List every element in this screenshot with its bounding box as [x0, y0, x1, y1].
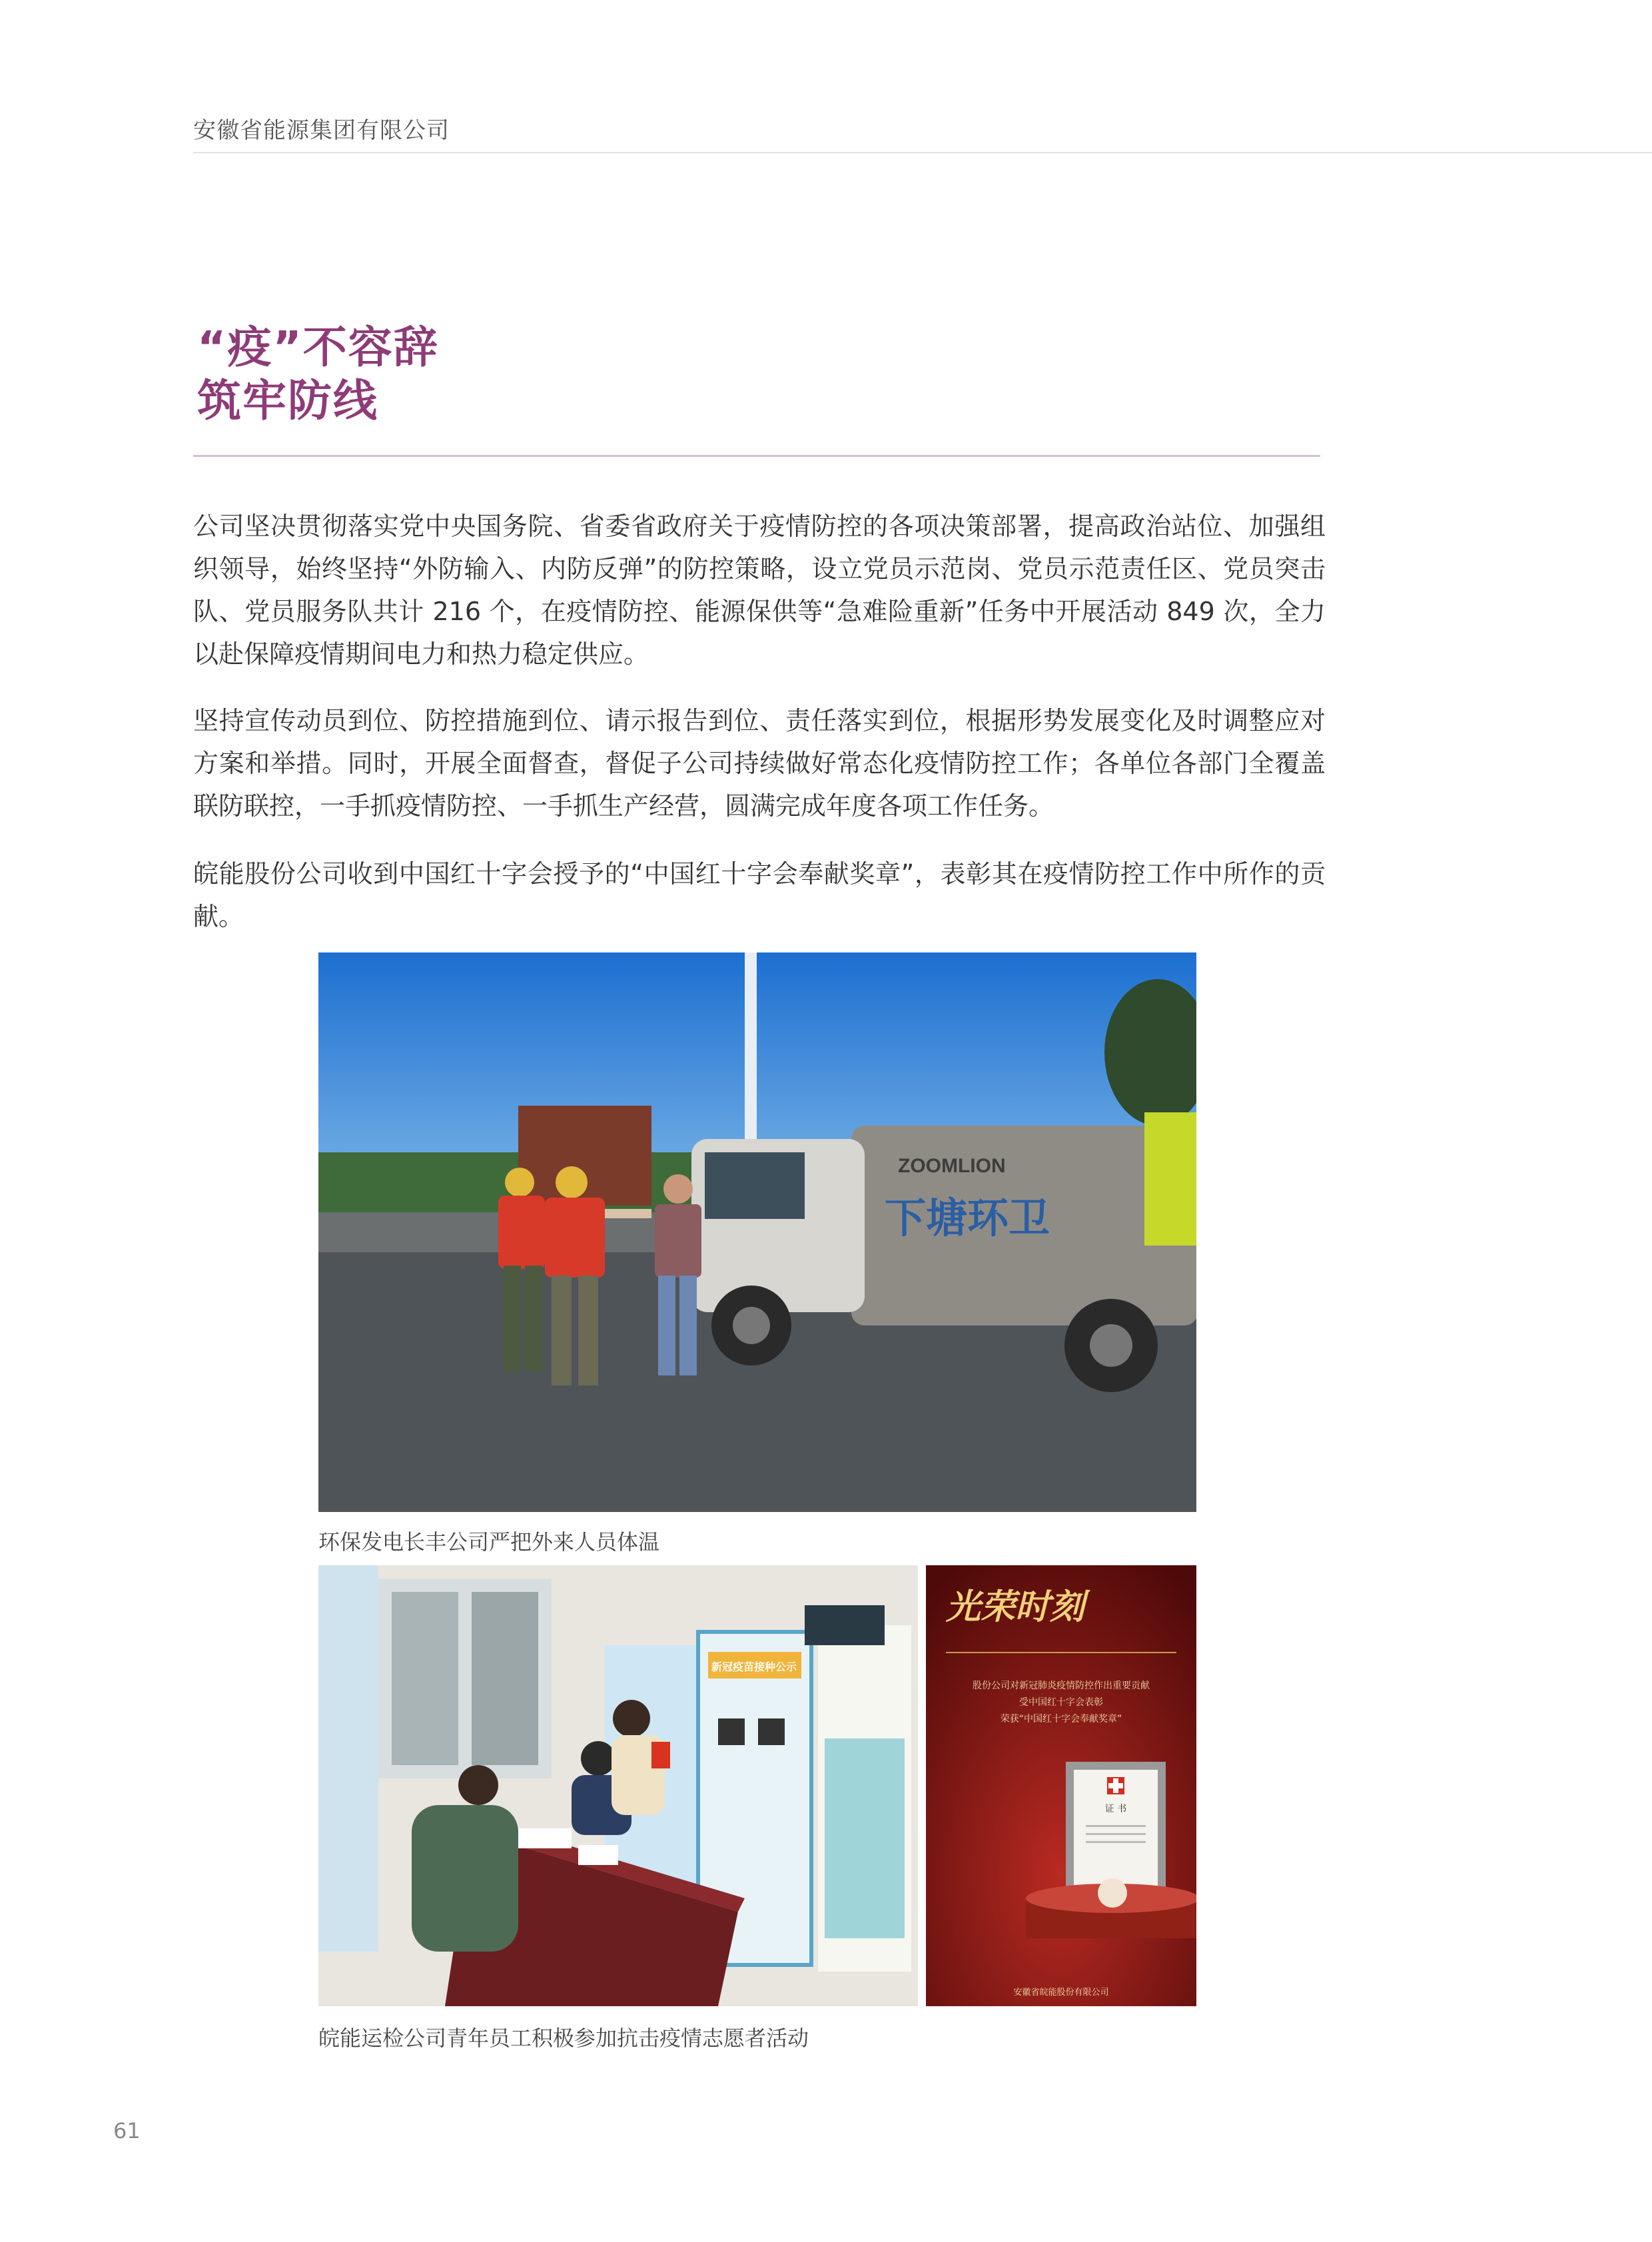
section-title-line1: “疫”不容辞	[197, 322, 439, 373]
page-number: 61	[113, 2118, 141, 2143]
vaccine-board-title: 新冠疫苗接种公示	[711, 1661, 797, 1673]
title-divider	[193, 455, 1320, 457]
body-paragraph-1: 公司坚决贯彻落实党中央国务院、省委省政府关于疫情防控的各项决策部署，提高政治站位、加强组织领导，始终坚持“外防输入、内防反弹”的防控策略，设立党员示范岗、党员示范责任区、党员突击队、党员服务队共计 216 个，在疫情防控、能源保供等“急难险重新”任务中开展活动 849 次，全力以赴保障疫情期间电力和热力稳定供应。	[193, 512, 1326, 669]
poster-line3: 荣获“中国红十字会奉献奖章”	[1000, 1714, 1122, 1724]
photo2-caption: 皖能运检公司青年员工积极参加抗击疫情志愿者活动	[318, 2026, 809, 2051]
body-paragraph-2: 坚持宣传动员到位、防控措施到位、请示报告到位、责任落实到位，根据形势发展变化及时调整应对方案和举措。同时，开展全面督查，督促子公司持续做好常态化疫情防控工作；各单位各部门全覆盖联防联控，一手抓疫情防控、一手抓生产经营，圆满完成年度各项工作任务。	[193, 706, 1326, 821]
truck-brand-text: ZOOMLION	[898, 1155, 1006, 1177]
body-paragraph-3: 皖能股份公司收到中国红十字会授予的“中国红十字会奉献奖章”，表彰其在疫情防控工作中所作的贡献。	[193, 859, 1326, 931]
header-divider	[193, 152, 1652, 153]
photo1-caption: 环保发电长丰公司严把外来人员体温	[318, 1529, 660, 1555]
poster-line2: 受中国红十字会表彰	[1019, 1697, 1103, 1708]
certificate-title: 证 书	[1104, 1804, 1127, 1814]
header-company-name: 安徽省能源集团有限公司	[193, 117, 450, 144]
photo-temperature-check	[318, 952, 1196, 1512]
poster-line1: 股份公司对新冠肺炎疫情防控作出重要贡献	[973, 1681, 1150, 1691]
poster-footer: 安徽省皖能股份有限公司	[1013, 1988, 1109, 1998]
truck-chinese-text: 下塘环卫	[885, 1194, 1050, 1242]
section-title-line2: 筑牢防线	[197, 375, 378, 426]
photo-volunteers	[318, 1565, 918, 2006]
photo-honor-poster	[926, 1565, 1196, 2006]
poster-headline: 光荣时刻	[946, 1587, 1085, 1627]
